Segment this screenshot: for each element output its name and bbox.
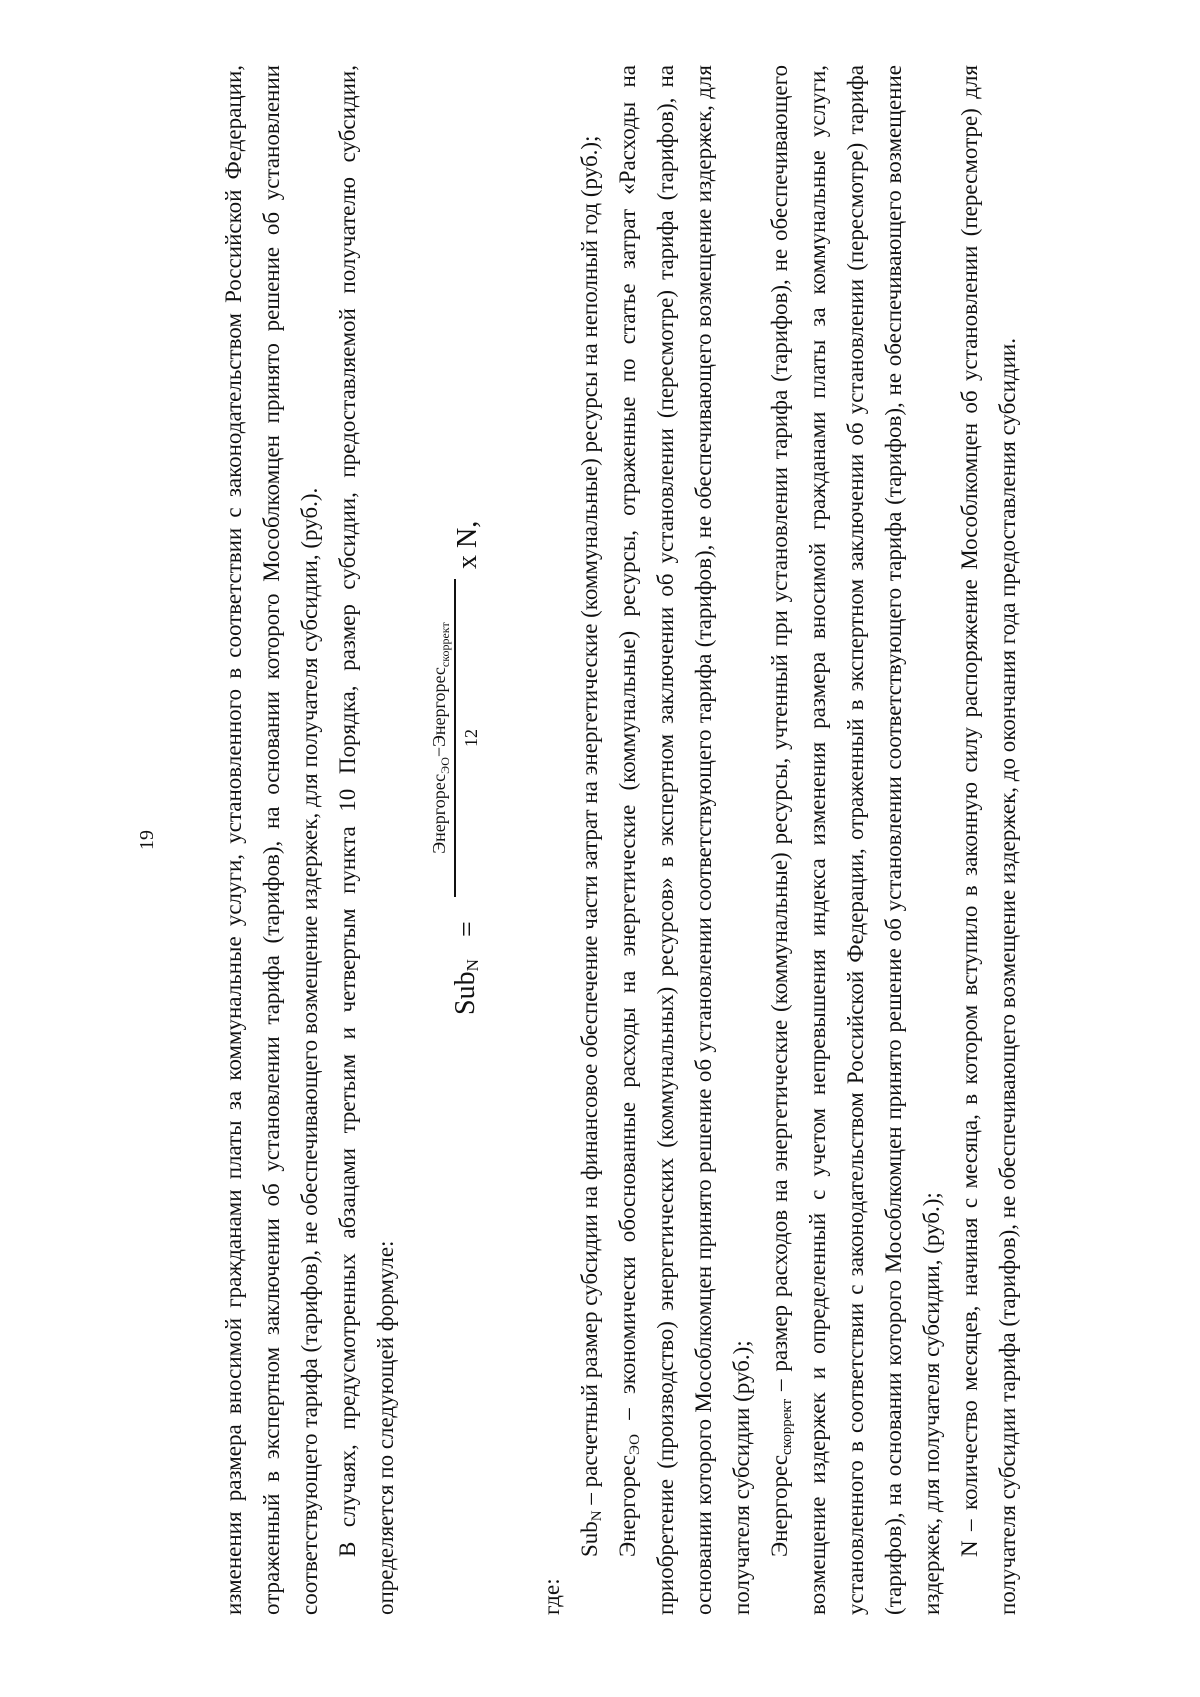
paragraph-cases: В случаях, предусмотренных абзацами третьим и четвертым пункта 10 Порядка, размер субсидии, предоставляемой получателю субсидии, определяется по следующей формуле: (335, 65, 398, 1615)
paragraph-continuation: изменения размера вносимой гражданами платы за коммунальные услуги, установленного в соответствии с законодательством Российской Федерации, отраженный в экспертном заключении об установлении тарифа (тарифов), на основании которого Мособлкомцен принято решение об установлении соответствующего тарифа (тарифов), не обеспечивающего возмещение издержек, для получателя субсидии, (руб.). (221, 65, 322, 1615)
formula-fraction (427, 579, 483, 897)
fraction-bar (454, 579, 456, 897)
formula-numerator: Энергорес$_{ЭО}$−Энергорес$_{скоррект}$ (429, 622, 452, 854)
page-number: 19 (136, 830, 158, 850)
where-label: где: (539, 1578, 564, 1615)
definition-n: N – количество месяцев, начиная с месяца, в котором вступило в законную силу распоряжение Мособлкомцен об установлении (пересмотре) для получателя субсидии тарифа (тарифов), не обеспечивающего возмещение издержек, до окончания года предоставления субсидии. (957, 65, 1020, 1615)
definition-energores-skorrekt: Энергорес$_{скоррект}$ – размер расходов на энергетические (коммунальные) ресурсы, учтенный при установлении тарифа (тарифов), не обеспечивающего возмещение издержек и определенный с учетом непревышения индекса изменения размера вносимой гражданами платы за коммунальные услуги, установленного в соответствии с законодательством Российской Федерации, отраженный в экспертном заключении об установлении (пересмотре) тарифа (тарифов), на основании которого Мособлкомцен принято решение об установлении соответствующего тарифа (тарифов), не обеспечивающего возмещение издержек, для получателя субсидии, (руб.); (767, 65, 944, 1615)
definition-subn: Sub$_N$ – расчетный размер субсидии на финансовое обеспечение части затрат на энергетические (коммунальные) ресурсы на неполный год (руб.); (577, 135, 605, 1557)
formula-multiplier: x N, (452, 520, 483, 569)
formula-denominator: 12 (461, 729, 481, 747)
definition-energores-eo: Энергорес$_{ЭО}$ – экономически обоснованные расходы на энергетические (коммунальные) ресурсы, отраженные по статье затрат «Расходы на приобретение (производство) энергетических (коммунальных) ресурсов» в экспертном заключении об установлении (пересмотре) тарифа (тарифов), на основании которого Мособлкомцен принято решение об установлении соответствующего тарифа (тарифов), не обеспечивающего возмещение издержек, для получателя субсидии (руб.); (615, 65, 754, 1615)
rotated-page (135, 65, 1065, 1615)
formula-equals: = (452, 921, 483, 937)
formula-lhs: Sub$_N$ (450, 959, 482, 1015)
subsidy-formula (405, 65, 533, 1615)
document-body (215, 65, 1027, 1615)
